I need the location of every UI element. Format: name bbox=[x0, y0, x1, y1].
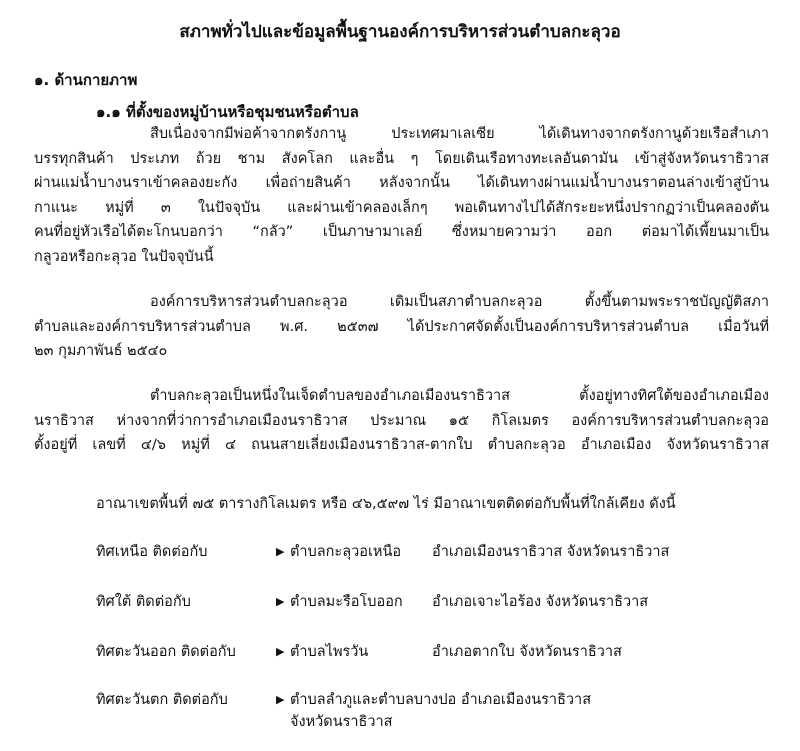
boundary-direction: ทิศตะวันตก ติดต่อกับ bbox=[96, 692, 228, 708]
paragraph-line: ตำบลและองค์การบริหารส่วนตำบล พ.ศ. ๒๕๓๗ ได้ประกาศจัดตั้งเป็นองค์การบริหารส่วนตำบล เมื่อวันที่ bbox=[34, 318, 769, 335]
paragraph-establishment bbox=[34, 290, 769, 364]
arrow-right-icon: ▶ bbox=[276, 545, 285, 558]
paragraph-line: ๒๓ กุมภาพันธ์ ๒๕๔๐ bbox=[34, 343, 168, 360]
paragraph-line: องค์การบริหารส่วนตำบลกะลุวอ เดิมเป็นสภาตำบลกะลุวอ ตั้งขึ้นตามพระราชบัญญัติสภา bbox=[150, 294, 769, 310]
arrow-right-icon: ▶ bbox=[276, 645, 285, 658]
area-statement: อาณาเขตพื้นที่ ๗๕ ตารางกิโลเมตร หรือ ๔๖,๕๙๗ ไร่ มีอาณาเขตติดต่อกับพื้นที่ใกล้เคียง ดังนี้ bbox=[96, 496, 676, 512]
boundary-subdistrict: ตำบลกะลุวอเหนือ bbox=[290, 544, 402, 560]
paragraph-line: กาแนะ หมู่ที่ ๓ ในปัจจุบัน และผ่านเข้าคลองเล็กๆ พอเดินทางไปได้สักระยะหนึ่งปรากฏว่าเป็นคลองตัน bbox=[34, 199, 769, 216]
boundary-subdistrict: ตำบลไพรวัน bbox=[290, 644, 369, 660]
boundary-subdistrict: ตำบลลำภูและตำบลบางปอ อำเภอเมืองนราธิวาส bbox=[290, 692, 592, 708]
section-heading-physical: ๑. ด้านกายภาพ bbox=[34, 71, 138, 89]
boundary-direction: ทิศใต้ ติดต่อกับ bbox=[96, 594, 191, 610]
paragraph-line: บรรทุกสินค้า ประเภท ถ้วย ชาม สังคโลก และอื่น ๆ โดยเดินเรือทางทะเลอันดามัน เข้าสู่จังหวัดนราธิวาส bbox=[34, 150, 769, 167]
paragraph-line: กลูวอหรือกะลุวอ ในปัจจุบันนี้ bbox=[34, 248, 214, 265]
paragraph-line: ผ่านแม่น้ำบางนราเข้าคลองยะกัง เพื่อถ่ายสินค้า หลังจากนั้น ได้เดินทางผ่านแม่น้ำบางนราตอนล่างเข้าสู่บ้าน bbox=[34, 175, 769, 192]
paragraph-line: สืบเนื่องจากมีพ่อค้าจากตรังกานู ประเทศมาเลเซีย ได้เดินทางจากตรังกานูด้วยเรือสำเภา bbox=[150, 126, 769, 142]
boundary-district: อำเภอตากใบ จังหวัดนราธิวาส bbox=[432, 644, 622, 660]
arrow-right-icon: ▶ bbox=[276, 693, 285, 706]
subsection-heading-location: ๑.๑ ที่ตั้งของหมู่บ้านหรือชุมชนหรือตำบล bbox=[96, 103, 359, 121]
boundary-province: จังหวัดนราธิวาส bbox=[290, 714, 393, 730]
paragraph-line: ตำบลกะลุวอเป็นหนึ่งในเจ็ดตำบลของอำเภอเมืองนราธิวาส ตั้งอยู่ทางทิศใต้ของอำเภอเมือง bbox=[150, 388, 769, 404]
paragraph-line: ตั้งอยู่ที่ เลขที่ ๔/๖ หมู่ที่ ๔ ถนนสายเลี่ยงเมืองนราธิวาส-ตากใบ ตำบลกะลุวอ อำเภอเมือง จังหวัดนราธิวาส bbox=[34, 437, 769, 454]
boundary-district: อำเภอเมืองนราธิวาส จังหวัดนราธิวาส bbox=[432, 544, 670, 560]
paragraph-line: คนที่อยู่หัวเรือได้ตะโกนบอกว่า “กลัว” เป็นภาษามาเลย์ ซึ่งหมายความว่า ออก ต่อมาได้เพี้ยนมาเป็น bbox=[34, 224, 769, 241]
boundary-direction: ทิศตะวันออก ติดต่อกับ bbox=[96, 644, 236, 660]
boundary-district: อำเภอเจาะไอร้อง จังหวัดนราธิวาส bbox=[432, 594, 649, 610]
document-title: สภาพทั่วไปและข้อมูลพื้นฐานองค์การบริหารส่วนตำบลกะลุวอ bbox=[179, 22, 621, 42]
boundary-subdistrict: ตำบลมะรือโบออก bbox=[290, 594, 403, 610]
paragraph-history bbox=[34, 122, 769, 270]
paragraph-line: นราธิวาส ห่างจากที่ว่าการอำเภอเมืองนราธิวาส ประมาณ ๑๕ กิโลเมตร องค์การบริหารส่วนตำบลกะลุวอ bbox=[34, 412, 769, 429]
paragraph-location bbox=[34, 384, 769, 458]
arrow-right-icon: ▶ bbox=[276, 595, 285, 608]
boundary-direction: ทิศเหนือ ติดต่อกับ bbox=[96, 544, 208, 560]
